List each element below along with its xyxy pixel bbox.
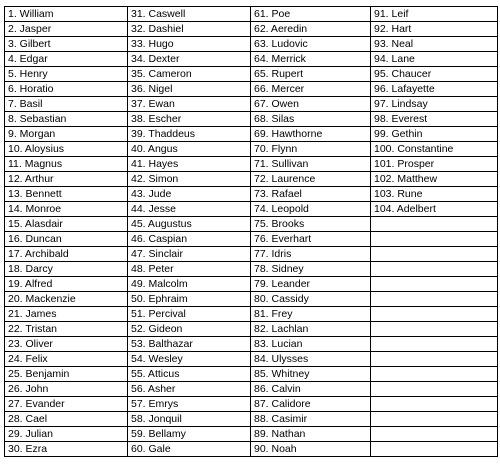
name-cell[interactable] [371, 277, 498, 292]
table-row [5, 397, 498, 412]
name-cell[interactable]: 17. Archibald [5, 247, 128, 262]
name-cell[interactable]: 100. Constantine [371, 142, 498, 157]
name-cell[interactable]: 55. Atticus [128, 367, 251, 382]
name-cell[interactable]: 47. Sinclair [128, 247, 251, 262]
name-cell[interactable]: 67. Owen [251, 97, 371, 112]
table-row [5, 7, 498, 22]
name-cell[interactable]: 12. Arthur [5, 172, 128, 187]
name-cell[interactable]: 8. Sebastian [5, 112, 128, 127]
name-cell[interactable]: 74. Leopold [251, 202, 371, 217]
name-cell[interactable]: 101. Prosper [371, 157, 498, 172]
name-cell[interactable]: 26. John [5, 382, 128, 397]
table-row [5, 52, 498, 67]
name-cell[interactable] [371, 397, 498, 412]
name-cell[interactable]: 29. Julian [5, 427, 128, 442]
table-row [5, 427, 498, 442]
name-cell[interactable]: 86. Calvin [251, 382, 371, 397]
name-cell[interactable]: 19. Alfred [5, 277, 128, 292]
name-cell[interactable]: 23. Oliver [5, 337, 128, 352]
name-cell[interactable] [371, 352, 498, 367]
name-cell[interactable]: 44. Jesse [128, 202, 251, 217]
name-cell[interactable]: 39. Thaddeus [128, 127, 251, 142]
table-row [5, 172, 498, 187]
name-cell[interactable]: 35. Cameron [128, 67, 251, 82]
name-cell[interactable]: 43. Jude [128, 187, 251, 202]
table-row [5, 217, 498, 232]
name-cell[interactable]: 81. Frey [251, 307, 371, 322]
table-row [5, 232, 498, 247]
name-cell[interactable]: 20. Mackenzie [5, 292, 128, 307]
name-cell[interactable]: 7. Basil [5, 97, 128, 112]
name-cell[interactable]: 66. Mercer [251, 82, 371, 97]
name-cell[interactable]: 6. Horatio [5, 82, 128, 97]
name-cell[interactable]: 64. Merrick [251, 52, 371, 67]
name-cell[interactable]: 28. Cael [5, 412, 128, 427]
name-cell[interactable]: 87. Calidore [251, 397, 371, 412]
name-cell[interactable] [371, 412, 498, 427]
name-cell[interactable]: 5. Henry [5, 67, 128, 82]
name-cell[interactable]: 10. Aloysius [5, 142, 128, 157]
name-cell[interactable]: 30. Ezra [5, 442, 128, 457]
name-cell[interactable]: 62. Aeredin [251, 22, 371, 37]
table-row [5, 262, 498, 277]
name-cell[interactable] [371, 292, 498, 307]
name-cell[interactable]: 49. Malcolm [128, 277, 251, 292]
name-cell[interactable]: 42. Simon [128, 172, 251, 187]
table-row [5, 112, 498, 127]
table-row [5, 247, 498, 262]
name-cell[interactable]: 77. Idris [251, 247, 371, 262]
name-cell[interactable]: 72. Laurence [251, 172, 371, 187]
name-cell[interactable]: 34. Dexter [128, 52, 251, 67]
name-cell[interactable]: 69. Hawthorne [251, 127, 371, 142]
table-row [5, 352, 498, 367]
name-cell[interactable]: 63. Ludovic [251, 37, 371, 52]
name-cell[interactable]: 59. Bellamy [128, 427, 251, 442]
table-row [5, 337, 498, 352]
name-cell[interactable]: 33. Hugo [128, 37, 251, 52]
name-cell[interactable]: 70. Flynn [251, 142, 371, 157]
table-row [5, 82, 498, 97]
name-cell[interactable]: 2. Jasper [5, 22, 128, 37]
name-cell[interactable]: 3. Gilbert [5, 37, 128, 52]
name-cell[interactable]: 94. Lane [371, 52, 498, 67]
name-cell[interactable]: 21. James [5, 307, 128, 322]
table-row [5, 367, 498, 382]
name-cell[interactable]: 88. Casimir [251, 412, 371, 427]
table-row [5, 277, 498, 292]
name-cell[interactable]: 11. Magnus [5, 157, 128, 172]
name-cell[interactable]: 1. William [5, 7, 128, 22]
name-cell[interactable]: 9. Morgan [5, 127, 128, 142]
name-cell[interactable]: 25. Benjamin [5, 367, 128, 382]
table-row [5, 322, 498, 337]
name-cell[interactable] [371, 367, 498, 382]
name-cell[interactable] [371, 442, 498, 457]
table-row [5, 412, 498, 427]
name-cell[interactable]: 95. Chaucer [371, 67, 498, 82]
name-cell[interactable]: 75. Brooks [251, 217, 371, 232]
name-cell[interactable]: 73. Rafael [251, 187, 371, 202]
name-cell[interactable] [371, 262, 498, 277]
table-row [5, 22, 498, 37]
name-cell[interactable] [371, 337, 498, 352]
name-cell[interactable]: 89. Nathan [251, 427, 371, 442]
table-row [5, 142, 498, 157]
name-cell[interactable]: 24. Felix [5, 352, 128, 367]
name-cell[interactable]: 41. Hayes [128, 157, 251, 172]
name-cell[interactable]: 40. Angus [128, 142, 251, 157]
names-table-body [5, 7, 498, 457]
name-cell[interactable]: 102. Matthew [371, 172, 498, 187]
name-cell[interactable]: 103. Rune [371, 187, 498, 202]
name-cell[interactable] [371, 232, 498, 247]
name-cell[interactable]: 46. Caspian [128, 232, 251, 247]
table-row [5, 442, 498, 457]
name-cell[interactable]: 4. Edgar [5, 52, 128, 67]
name-cell[interactable] [371, 307, 498, 322]
name-cell[interactable]: 50. Ephraim [128, 292, 251, 307]
name-cell[interactable]: 80. Cassidy [251, 292, 371, 307]
name-cell[interactable]: 85. Whitney [251, 367, 371, 382]
table-row [5, 292, 498, 307]
names-table [4, 6, 498, 457]
name-cell[interactable]: 92. Hart [371, 22, 498, 37]
name-cell[interactable]: 27. Evander [5, 397, 128, 412]
name-cell[interactable]: 18. Darcy [5, 262, 128, 277]
name-cell[interactable]: 98. Everest [371, 112, 498, 127]
name-cell[interactable]: 36. Nigel [128, 82, 251, 97]
name-cell[interactable]: 90. Noah [251, 442, 371, 457]
name-cell[interactable]: 32. Dashiel [128, 22, 251, 37]
name-cell[interactable]: 45. Augustus [128, 217, 251, 232]
name-cell[interactable]: 58. Jonquil [128, 412, 251, 427]
name-cell[interactable]: 97. Lindsay [371, 97, 498, 112]
name-cell[interactable] [371, 322, 498, 337]
table-row [5, 157, 498, 172]
name-cell[interactable]: 84. Ulysses [251, 352, 371, 367]
name-cell[interactable]: 82. Lachlan [251, 322, 371, 337]
name-cell[interactable]: 13. Bennett [5, 187, 128, 202]
name-cell[interactable] [371, 247, 498, 262]
name-cell[interactable]: 53. Balthazar [128, 337, 251, 352]
name-cell[interactable]: 31. Caswell [128, 7, 251, 22]
table-row [5, 307, 498, 322]
name-cell[interactable]: 22. Tristan [5, 322, 128, 337]
name-cell[interactable]: 56. Asher [128, 382, 251, 397]
name-cell[interactable]: 57. Emrys [128, 397, 251, 412]
name-cell[interactable]: 48. Peter [128, 262, 251, 277]
name-cell[interactable]: 65. Rupert [251, 67, 371, 82]
table-row [5, 187, 498, 202]
name-cell[interactable]: 68. Silas [251, 112, 371, 127]
name-cell[interactable]: 99. Gethin [371, 127, 498, 142]
table-row [5, 382, 498, 397]
name-cell[interactable]: 51. Percival [128, 307, 251, 322]
name-cell[interactable]: 37. Ewan [128, 97, 251, 112]
name-cell[interactable]: 52. Gideon [128, 322, 251, 337]
name-cell[interactable]: 60. Gale [128, 442, 251, 457]
name-cell[interactable]: 38. Escher [128, 112, 251, 127]
name-cell[interactable]: 71. Sullivan [251, 157, 371, 172]
name-cell[interactable]: 91. Leif [371, 7, 498, 22]
name-cell[interactable]: 96. Lafayette [371, 82, 498, 97]
table-row [5, 67, 498, 82]
name-cell[interactable] [371, 382, 498, 397]
name-cell[interactable]: 54. Wesley [128, 352, 251, 367]
name-cell[interactable] [371, 217, 498, 232]
table-row [5, 127, 498, 142]
name-cell[interactable]: 83. Lucian [251, 337, 371, 352]
name-cell[interactable] [371, 427, 498, 442]
name-cell[interactable]: 61. Poe [251, 7, 371, 22]
name-cell[interactable]: 79. Leander [251, 277, 371, 292]
name-cell[interactable]: 104. Adelbert [371, 202, 498, 217]
name-cell[interactable]: 14. Monroe [5, 202, 128, 217]
name-cell[interactable]: 15. Alasdair [5, 217, 128, 232]
table-row [5, 37, 498, 52]
name-cell[interactable]: 76. Everhart [251, 232, 371, 247]
name-cell[interactable]: 78. Sidney [251, 262, 371, 277]
table-row [5, 97, 498, 112]
name-cell[interactable]: 93. Neal [371, 37, 498, 52]
table-row [5, 202, 498, 217]
name-cell[interactable]: 16. Duncan [5, 232, 128, 247]
